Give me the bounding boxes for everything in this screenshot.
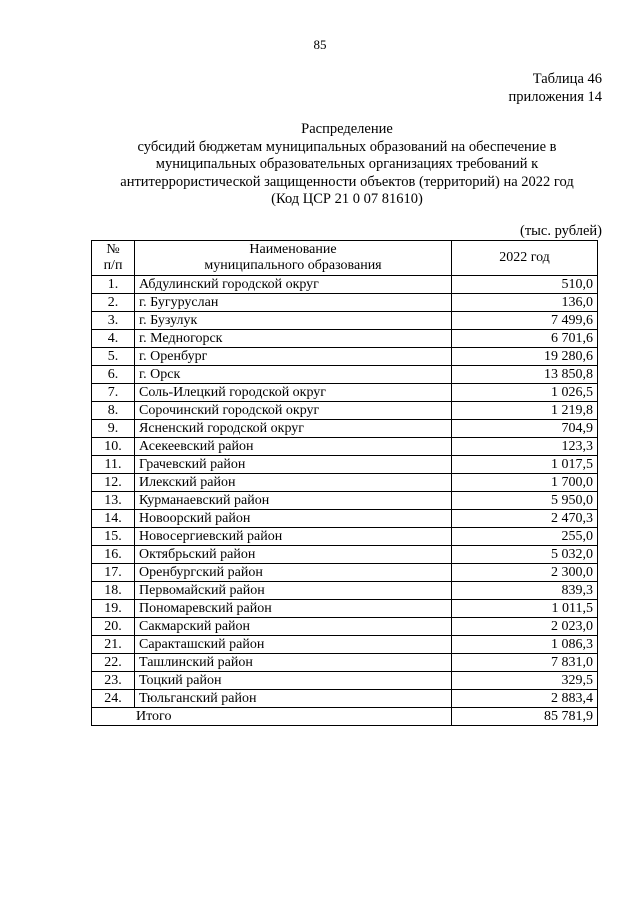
row-number: 24. [92, 690, 135, 708]
table-row [92, 276, 598, 294]
header-name-line1: Наименование [249, 242, 337, 257]
heading-code: (Код ЦСР 21 0 07 81610) [271, 191, 423, 207]
units-label: (тыс. рублей) [520, 223, 602, 239]
row-value: 6 701,6 [452, 330, 598, 348]
table-row [92, 600, 598, 618]
row-name: Грачевский район [135, 456, 452, 474]
table-row [92, 348, 598, 366]
row-name: Пономаревский район [135, 600, 452, 618]
row-name: Соль-Илецкий городской округ [135, 384, 452, 402]
row-name: Первомайский район [135, 582, 452, 600]
table-row [92, 510, 598, 528]
heading-line: антитеррористической защищенности объектов (территорий) на 2022 год [120, 173, 574, 190]
table-row [92, 582, 598, 600]
row-value: 2 883,4 [452, 690, 598, 708]
total-value: 85 781,9 [452, 708, 598, 726]
table-body [92, 276, 598, 708]
row-value: 1 086,3 [452, 636, 598, 654]
appendix-reference [509, 70, 602, 106]
header-number-line2: п/п [103, 258, 123, 273]
row-value: 2 023,0 [452, 618, 598, 636]
table-row [92, 420, 598, 438]
row-value: 1 026,5 [452, 384, 598, 402]
row-value: 2 300,0 [452, 564, 598, 582]
row-name: Октябрьский район [135, 546, 452, 564]
row-value: 329,5 [452, 672, 598, 690]
row-value: 1 011,5 [452, 600, 598, 618]
row-number: 12. [92, 474, 135, 492]
row-name: Новоорский район [135, 510, 452, 528]
table-row [92, 528, 598, 546]
row-value: 1 219,8 [452, 402, 598, 420]
row-number: 23. [92, 672, 135, 690]
table-row [92, 690, 598, 708]
table-row [92, 474, 598, 492]
row-name: Курманаевский район [135, 492, 452, 510]
subsidy-table [91, 240, 598, 726]
row-name: Сакмарский район [135, 618, 452, 636]
row-name: г. Оренбург [135, 348, 452, 366]
row-number: 19. [92, 600, 135, 618]
row-number: 15. [92, 528, 135, 546]
row-value: 5 950,0 [452, 492, 598, 510]
row-number: 5. [92, 348, 135, 366]
row-value: 704,9 [452, 420, 598, 438]
total-label: Итого [92, 708, 452, 726]
row-number: 6. [92, 366, 135, 384]
row-name: Тоцкий район [135, 672, 452, 690]
table-row [92, 438, 598, 456]
page-number: 85 [313, 37, 327, 52]
row-name: г. Орск [135, 366, 452, 384]
row-name: Илекский район [135, 474, 452, 492]
row-name: Ташлинский район [135, 654, 452, 672]
table-row [92, 672, 598, 690]
header-name-line2: муниципального образования [204, 258, 382, 273]
row-number: 10. [92, 438, 135, 456]
row-value: 7 831,0 [452, 654, 598, 672]
row-number: 14. [92, 510, 135, 528]
table-row [92, 636, 598, 654]
row-number: 21. [92, 636, 135, 654]
row-number: 9. [92, 420, 135, 438]
table-row [92, 654, 598, 672]
row-value: 19 280,6 [452, 348, 598, 366]
row-name: Сорочинский городской округ [135, 402, 452, 420]
row-number: 22. [92, 654, 135, 672]
heading-line: муниципальных образовательных организациях требований к [155, 156, 539, 172]
row-name: Тюльганский район [135, 690, 452, 708]
table-row [92, 564, 598, 582]
table-row [92, 402, 598, 420]
row-value: 5 032,0 [452, 546, 598, 564]
row-name: г. Медногорск [135, 330, 452, 348]
heading-title: Распределение [301, 121, 393, 137]
appendix-reference-line: приложения 14 [508, 89, 602, 105]
row-value: 1 017,5 [452, 456, 598, 474]
row-name: г. Бузулук [135, 312, 452, 330]
row-number: 16. [92, 546, 135, 564]
row-value: 510,0 [452, 276, 598, 294]
row-name: Саракташский район [135, 636, 452, 654]
table-row [92, 618, 598, 636]
row-value: 1 700,0 [452, 474, 598, 492]
row-name: г. Бугуруслан [135, 294, 452, 312]
row-number: 17. [92, 564, 135, 582]
row-name: Новосергиевский район [135, 528, 452, 546]
row-value: 123,3 [452, 438, 598, 456]
table-header-row [92, 241, 598, 276]
table-reference: Таблица 46 [532, 71, 602, 87]
row-name: Оренбургский район [135, 564, 452, 582]
row-value: 136,0 [452, 294, 598, 312]
header-year: 2022 год [452, 241, 598, 276]
row-number: 18. [92, 582, 135, 600]
row-name: Ясненский городской округ [135, 420, 452, 438]
row-number: 3. [92, 312, 135, 330]
row-number: 2. [92, 294, 135, 312]
row-value: 255,0 [452, 528, 598, 546]
row-number: 13. [92, 492, 135, 510]
table-row [92, 294, 598, 312]
document-heading [40, 121, 640, 209]
row-number: 11. [92, 456, 135, 474]
table-row [92, 366, 598, 384]
table-row [92, 312, 598, 330]
row-number: 8. [92, 402, 135, 420]
row-number: 7. [92, 384, 135, 402]
row-name: Асекеевский район [135, 438, 452, 456]
row-value: 7 499,6 [452, 312, 598, 330]
header-number-line1: № [106, 242, 120, 257]
table-row [92, 384, 598, 402]
row-value: 13 850,8 [452, 366, 598, 384]
table-row [92, 456, 598, 474]
row-value: 839,3 [452, 582, 598, 600]
row-number: 1. [92, 276, 135, 294]
table-row [92, 330, 598, 348]
row-number: 4. [92, 330, 135, 348]
row-number: 20. [92, 618, 135, 636]
row-value: 2 470,3 [452, 510, 598, 528]
table-row [92, 492, 598, 510]
row-name: Абдулинский городской округ [135, 276, 452, 294]
header-name [135, 241, 452, 276]
header-number [92, 241, 135, 276]
table-row [92, 546, 598, 564]
total-row [92, 708, 598, 726]
heading-line: субсидий бюджетам муниципальных образований на обеспечение в [137, 138, 557, 155]
